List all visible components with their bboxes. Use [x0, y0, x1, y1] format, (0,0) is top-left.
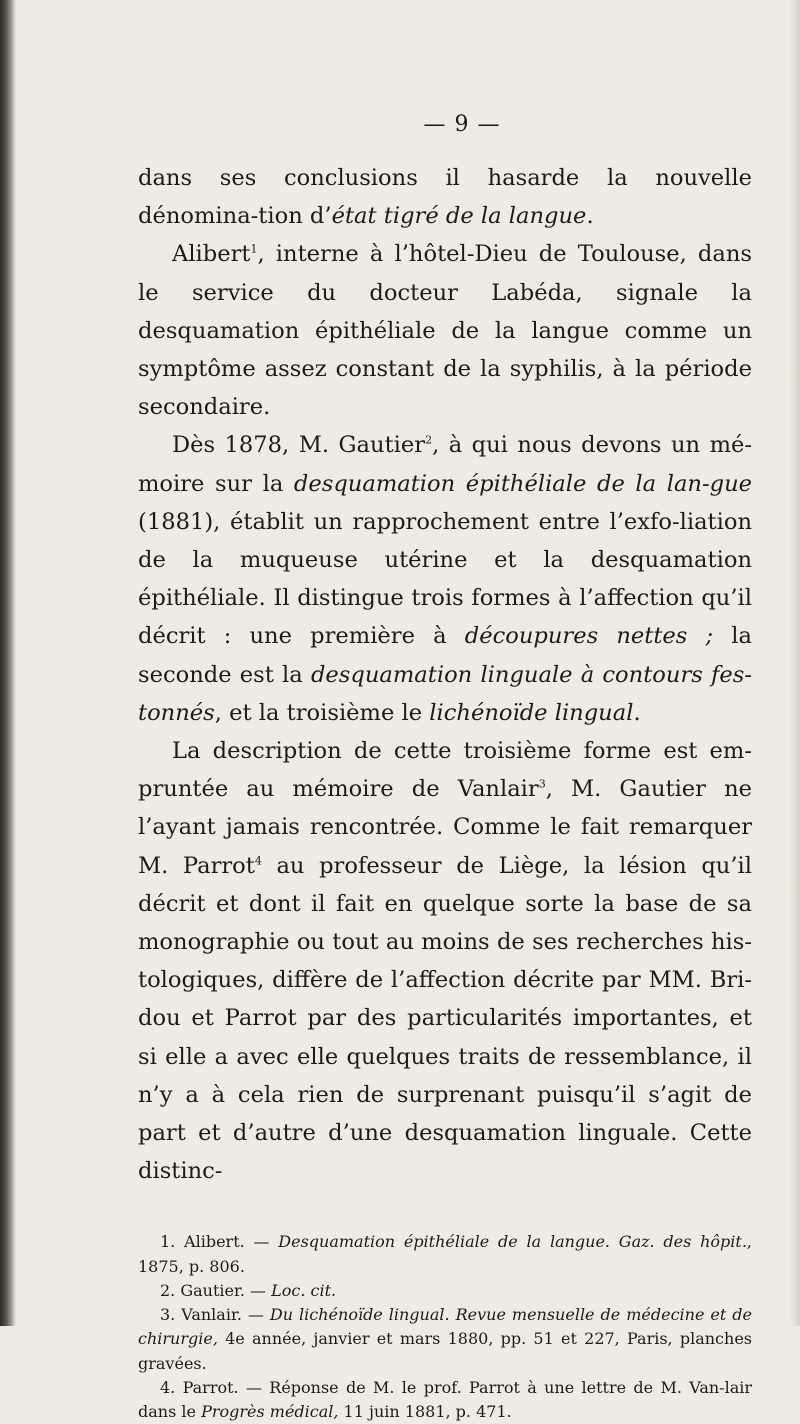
italic-text: lichénoïde lingual [429, 699, 634, 726]
text-run: 4. Parrot. — Réponse de M. le prof. Parrot à une lettre de M. Van-lair dans le [138, 1377, 752, 1421]
paragraph [138, 159, 752, 235]
footnotes [138, 1230, 752, 1424]
text-run: Dès 1878, M. Gautier [172, 432, 426, 459]
footnote-ref: 4 [254, 854, 262, 868]
page-number: — 9 — [423, 112, 501, 137]
text-run: . [586, 203, 594, 230]
italic-text: Progrès médical, [201, 1401, 339, 1421]
footnote [138, 1376, 752, 1424]
text-run: . [633, 699, 641, 726]
text-run: , interne à l’hôtel-Dieu de Toulouse, dans le service du docteur Labéda, signale la desquamation épithéliale de la langue comme un symptôme assez constant de la syphilis, à la période secondaire. [138, 241, 752, 421]
text-run: 1. Alibert. — [160, 1232, 279, 1252]
italic-text: Du lichénoïde lingual. Revue mensuelle de médecine et de chirurgie, [138, 1305, 753, 1349]
italic-text: desquamation linguale à contours fes-tonnés [138, 661, 752, 726]
scan-binding-edge [0, 0, 16, 1326]
paragraph [138, 426, 752, 732]
text-run: la seconde est la [138, 623, 752, 688]
footnote-ref: 3 [538, 777, 546, 791]
text-run: La description de cette troisième forme est em-pruntée au mémoire de Vanlair [138, 738, 752, 803]
text-run: 11 juin 1881, p. 471. [338, 1401, 512, 1421]
italic-text: découpures nettes ; [464, 623, 714, 650]
text-run: 2. Gautier. — [160, 1280, 272, 1300]
text-run: , et la troisième le [214, 699, 430, 726]
italic-text: état tigré de la langue [331, 203, 587, 230]
footnote [138, 1230, 752, 1278]
italic-text: Desquamation épithéliale de la langue. Gaz. des hôpit. [278, 1232, 747, 1252]
footnote-ref: 1 [250, 242, 258, 256]
text-run: , M. Gautier ne l’ayant jamais rencontrée. Comme le fait remarquer M. Parrot [138, 776, 753, 879]
italic-text: desquamation épithéliale de la lan-gue [293, 470, 752, 497]
text-run: , 1875, p. 806. [138, 1232, 753, 1276]
text-run: (1881), établit un rapprochement entre l’exfo-liation de la muqueuse utérine et la desquamation épithéliale. Il distingue trois formes à l’affection qu’il décrit : une première à [138, 508, 752, 650]
body-text [138, 159, 752, 1190]
footnote [138, 1303, 752, 1376]
scan-right-edge [790, 0, 800, 1326]
text-run: 4e année, janvier et mars 1880, pp. 51 et 227, Paris, planches gravées. [138, 1329, 752, 1373]
text-run: 3. Vanlair. — [160, 1305, 270, 1325]
paragraph [138, 732, 752, 1190]
paragraph [138, 235, 752, 426]
book-page [138, 112, 752, 1424]
text-run: au professeur de Liège, la lésion qu’il décrit et dont il fait en quelque sorte la base de sa monographie ou tout au moins de ses recherches his-tologiques, diffère de l’affection décrite par MM. Bri-dou et Parrot par des particularités importantes, et si elle a avec elle quelques traits de ressemblance, il n’y a à cela rien de surprenant puisqu’il s’agit de part et d’autre d’une desquamation linguale. Cette distinc- [138, 852, 752, 1185]
text-run: , à qui nous devons un mé-moire sur la [138, 432, 752, 497]
italic-text: Loc. cit. [271, 1280, 337, 1300]
text-run: dans ses conclusions il hasarde la nouvelle dénomina-tion d’ [138, 165, 752, 230]
footnote-ref: 2 [425, 433, 433, 447]
footnote [138, 1279, 752, 1303]
text-run: Alibert [172, 241, 251, 268]
